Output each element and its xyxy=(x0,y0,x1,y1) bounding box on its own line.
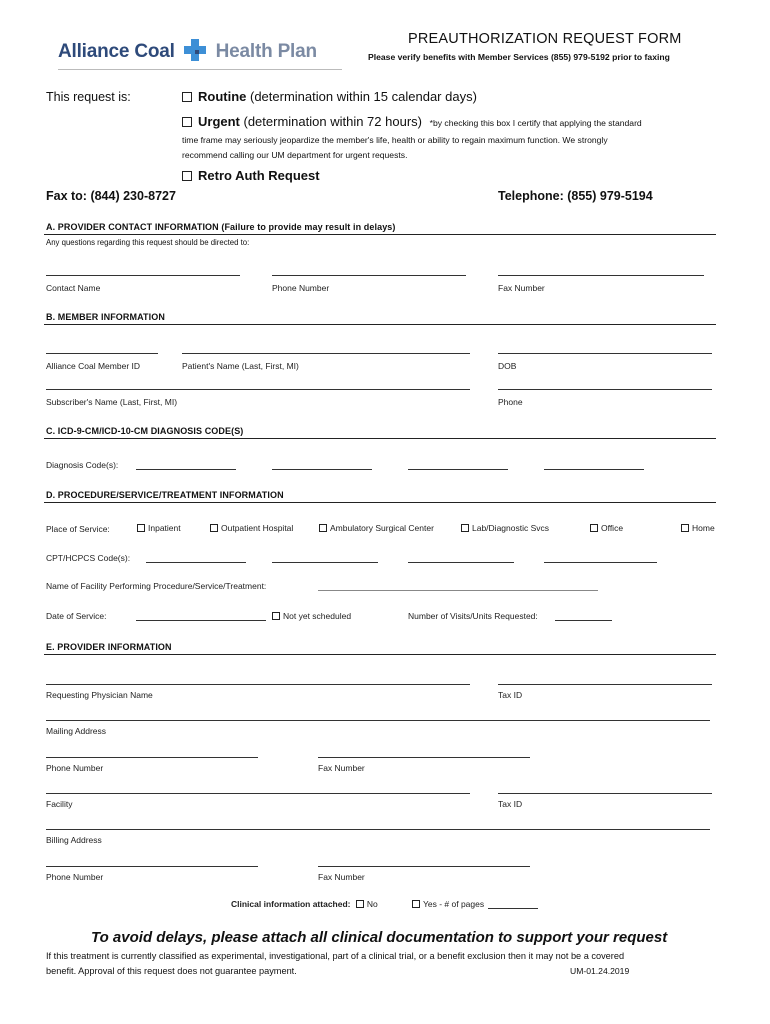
form-subtitle: Please verify benefits with Member Services (855) 979-5192 prior to faxing xyxy=(368,52,670,62)
lab-checkbox[interactable] xyxy=(461,524,469,532)
section-c-rule xyxy=(44,438,716,439)
fax-number: Fax to: (844) 230-8727 xyxy=(46,189,176,203)
facility-tax-id-field[interactable] xyxy=(498,793,712,794)
logo-text-alliance-coal: Alliance Coal xyxy=(58,41,175,62)
diagnosis-code-1-field[interactable] xyxy=(136,469,236,470)
section-d-title: D. PROCEDURE/SERVICE/TREATMENT INFORMATION xyxy=(46,490,284,500)
clinical-info-row xyxy=(231,899,378,909)
billing-address-field[interactable] xyxy=(46,829,710,830)
mailing-address-field[interactable] xyxy=(46,720,710,721)
routine-label: Routine xyxy=(198,89,247,104)
ambulatory-label: Ambulatory Surgical Center xyxy=(330,523,434,533)
diagnosis-codes-label: Diagnosis Code(s): xyxy=(46,460,119,470)
mailing-address-label: Mailing Address xyxy=(46,726,107,736)
visits-units-field[interactable] xyxy=(555,620,612,621)
section-a-note: Any questions regarding this request should be directed to: xyxy=(46,238,250,247)
form-title: PREAUTHORIZATION REQUEST FORM xyxy=(408,31,682,47)
clinical-pages-field[interactable] xyxy=(488,908,538,909)
patient-name-field[interactable] xyxy=(182,353,470,354)
urgent-note-line3: recommend calling our UM department for urgent requests. xyxy=(182,150,408,160)
clinical-no-checkbox[interactable] xyxy=(356,900,364,908)
provider-fax-label: Fax Number xyxy=(318,763,365,773)
diagnosis-code-4-field[interactable] xyxy=(544,469,644,470)
member-id-label: Alliance Coal Member ID xyxy=(46,361,141,371)
patient-name-label: Patient's Name (Last, First, MI) xyxy=(182,361,299,371)
ambulatory-checkbox[interactable] xyxy=(319,524,327,532)
billing-fax-label: Fax Number xyxy=(318,872,365,882)
provider-phone-label: Phone Number xyxy=(46,763,104,773)
date-of-service-field[interactable] xyxy=(136,620,266,621)
facility-field[interactable] xyxy=(46,793,470,794)
section-a-rule xyxy=(44,234,716,235)
clinical-yes-checkbox[interactable] xyxy=(412,900,420,908)
not-yet-scheduled-option[interactable] xyxy=(272,611,351,621)
routine-option[interactable] xyxy=(182,89,477,104)
urgent-checkbox[interactable] xyxy=(182,117,192,127)
contact-phone-label: Phone Number xyxy=(272,283,330,293)
logo-underline xyxy=(58,69,342,70)
section-c-title: C. ICD-9-CM/ICD-10-CM DIAGNOSIS CODE(S) xyxy=(46,426,244,436)
provider-fax-field[interactable] xyxy=(318,757,530,758)
place-of-service-label: Place of Service: xyxy=(46,524,110,534)
routine-checkbox[interactable] xyxy=(182,92,192,102)
cpt-code-2-field[interactable] xyxy=(272,562,378,563)
form-id: UM-01.24.2019 xyxy=(570,966,630,976)
retro-label: Retro Auth Request xyxy=(198,168,320,183)
urgent-note-line2: time frame may seriously jeopardize the member's life, health or ability to regain maximum function. We strongly xyxy=(182,135,608,145)
health-cross-icon xyxy=(183,38,207,67)
not-scheduled-label: Not yet scheduled xyxy=(283,611,352,621)
urgent-label: Urgent xyxy=(198,114,240,129)
urgent-desc: (determination within 72 hours) xyxy=(239,114,422,129)
subscriber-name-field[interactable] xyxy=(46,389,470,390)
clinical-no-option[interactable] xyxy=(356,899,378,909)
cpt-code-4-field[interactable] xyxy=(544,562,657,563)
home-label: Home xyxy=(692,523,715,533)
cpt-codes-label: CPT/HCPCS Code(s): xyxy=(46,553,131,563)
section-e-rule xyxy=(44,654,716,655)
section-d-rule xyxy=(44,502,716,503)
outpatient-checkbox[interactable] xyxy=(210,524,218,532)
inpatient-checkbox[interactable] xyxy=(137,524,145,532)
clinical-info-label: Clinical information attached: xyxy=(231,899,351,909)
office-checkbox[interactable] xyxy=(590,524,598,532)
member-phone-field[interactable] xyxy=(498,389,712,390)
section-a-title: A. PROVIDER CONTACT INFORMATION (Failure to provide may result in delays) xyxy=(46,222,396,232)
clinical-yes-option[interactable] xyxy=(412,899,484,909)
billing-fax-field[interactable] xyxy=(318,866,530,867)
urgent-option[interactable] xyxy=(182,114,642,129)
contact-fax-label: Fax Number xyxy=(498,283,545,293)
member-phone-label: Phone xyxy=(498,397,523,407)
physician-tax-id-label: Tax ID xyxy=(498,690,523,700)
contact-phone-field[interactable] xyxy=(272,275,466,276)
outpatient-label: Outpatient Hospital xyxy=(221,523,294,533)
physician-tax-id-field[interactable] xyxy=(498,684,712,685)
facility-name-label: Name of Facility Performing Procedure/Service/Treatment: xyxy=(46,581,267,591)
requesting-physician-field[interactable] xyxy=(46,684,470,685)
section-b-title: B. MEMBER INFORMATION xyxy=(46,312,165,322)
diagnosis-code-2-field[interactable] xyxy=(272,469,372,470)
diagnosis-code-3-field[interactable] xyxy=(408,469,508,470)
footer-disclaimer-line1: If this treatment is currently classified as experimental, investigational, part of a clinical trial, or a benefit exclusion then it may not be a covered xyxy=(46,951,625,961)
not-scheduled-checkbox[interactable] xyxy=(272,612,280,620)
footer-headline: To avoid delays, please attach all clinical documentation to support your request xyxy=(91,929,668,946)
telephone-number: Telephone: (855) 979-5194 xyxy=(498,189,653,203)
facility-label: Facility xyxy=(46,799,73,809)
contact-name-field[interactable] xyxy=(46,275,240,276)
retro-checkbox[interactable] xyxy=(182,171,192,181)
cpt-code-1-field[interactable] xyxy=(146,562,246,563)
dob-label: DOB xyxy=(498,361,517,371)
section-b-rule xyxy=(44,324,716,325)
pos-outpatient-hospital[interactable] xyxy=(210,523,293,533)
pos-ambulatory-surgical[interactable] xyxy=(319,523,434,533)
contact-fax-field[interactable] xyxy=(498,275,704,276)
facility-tax-id-label: Tax ID xyxy=(498,799,523,809)
logo xyxy=(58,38,317,68)
cpt-code-3-field[interactable] xyxy=(408,562,514,563)
routine-desc: (determination within 15 calendar days) xyxy=(246,89,477,104)
billing-phone-field[interactable] xyxy=(46,866,258,867)
billing-phone-label: Phone Number xyxy=(46,872,104,882)
facility-name-field[interactable] xyxy=(318,590,598,591)
pos-office[interactable] xyxy=(590,523,623,533)
dob-field[interactable] xyxy=(498,353,712,354)
inpatient-label: Inpatient xyxy=(148,523,181,533)
urgent-note: *by checking this box I certify that applying the standard xyxy=(429,118,642,128)
request-label: This request is: xyxy=(46,90,131,104)
pos-home[interactable] xyxy=(681,523,715,533)
visits-units-label: Number of Visits/Units Requested: xyxy=(408,611,538,621)
clinical-yes-label: Yes - # of pages xyxy=(423,899,485,909)
pos-inpatient[interactable] xyxy=(137,523,181,533)
requesting-physician-label: Requesting Physician Name xyxy=(46,690,153,700)
clinical-no-label: No xyxy=(366,899,378,909)
pos-lab-diagnostic[interactable] xyxy=(461,523,549,533)
retro-option[interactable] xyxy=(182,168,320,183)
home-checkbox[interactable] xyxy=(681,524,689,532)
footer-disclaimer-line2: benefit. Approval of this request does not guarantee payment. xyxy=(46,966,297,976)
section-e-title: E. PROVIDER INFORMATION xyxy=(46,642,172,652)
contact-name-label: Contact Name xyxy=(46,283,101,293)
subscriber-name-label: Subscriber's Name (Last, First, MI) xyxy=(46,397,178,407)
billing-address-label: Billing Address xyxy=(46,835,102,845)
provider-phone-field[interactable] xyxy=(46,757,258,758)
logo-text-health-plan: Health Plan xyxy=(215,41,317,62)
lab-label: Lab/Diagnostic Svcs xyxy=(472,523,550,533)
member-id-field[interactable] xyxy=(46,353,158,354)
office-label: Office xyxy=(601,523,624,533)
date-of-service-label: Date of Service: xyxy=(46,611,107,621)
